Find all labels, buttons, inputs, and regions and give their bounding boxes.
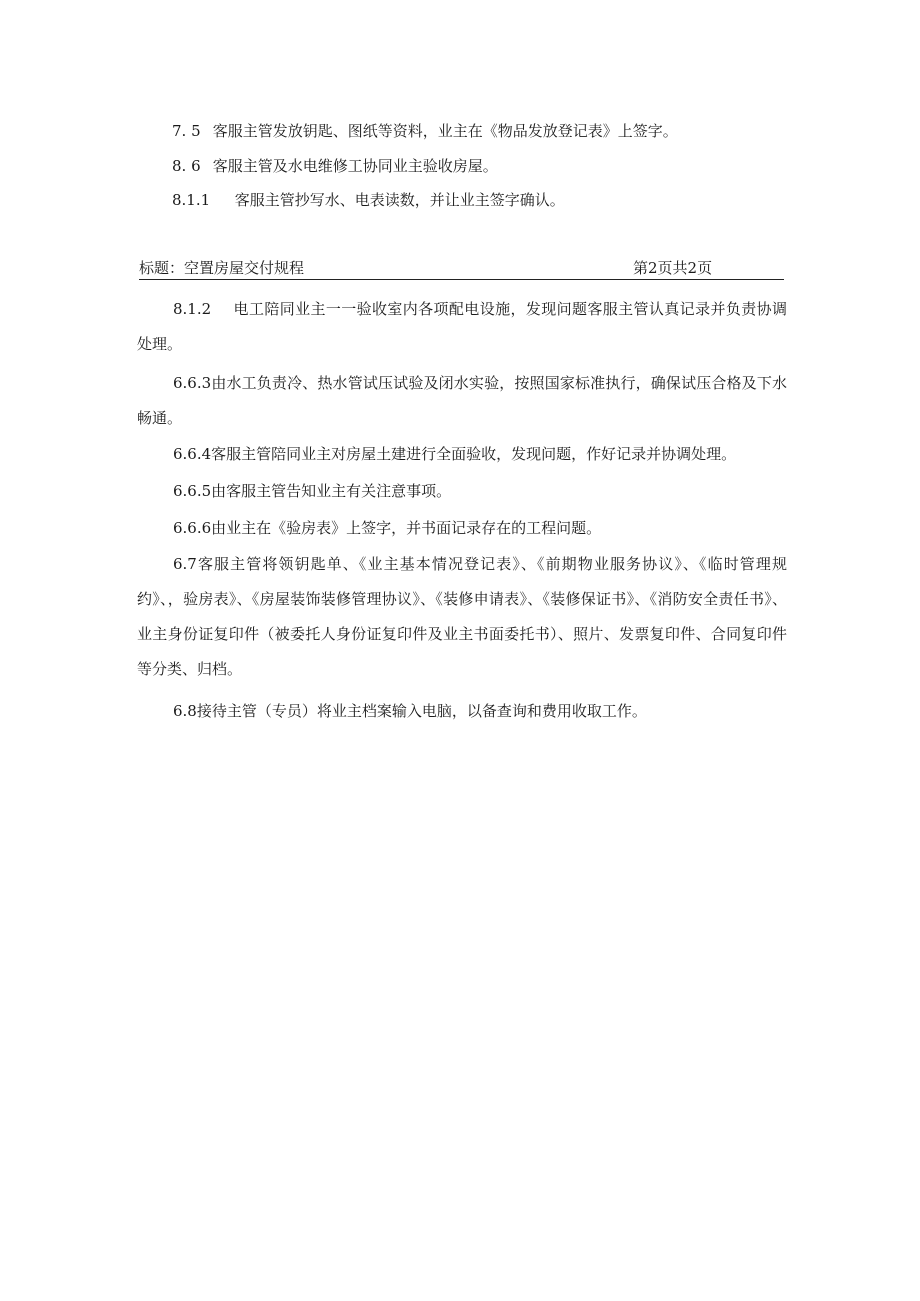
paragraph-8-1-2 [137,292,787,362]
paragraph-number: 6.6.5 [173,482,212,500]
paragraph-number: 6.7 [173,555,197,573]
paragraph-6-6-5 [137,474,787,509]
paragraph-number: 6.6.4 [173,445,212,463]
item-number: 8. 6 [172,157,201,175]
page-number: 第2页共2页 [633,259,713,277]
paragraph-6-7 [137,547,787,687]
paragraph-text: 电工陪同业主一一验收室内各项配电设施，发现问题客服主管认真记录并负责协调处理。 [137,300,787,353]
item-number: 7. 5 [172,122,201,140]
item-text: 客服主管发放钥匙、图纸等资料，业主在《物品发放登记表》上签字。 [212,122,678,140]
item-7-5 [172,121,678,141]
item-8-6 [172,156,498,176]
paragraph-6-6-3 [137,366,787,436]
paragraph-text: 由业主在《验房表》上签字，并书面记录存在的工程问题。 [211,519,602,537]
paragraph-6-8 [137,694,787,729]
paragraph-text: 由客服主管告知业主有关注意事项。 [211,482,452,500]
paragraph-text: 客服主管将领钥匙单、《业主基本情况登记表》、《前期物业服务协议》、《临时管理规约》、，验房表》、《房屋装饰装修管理协议》、《装修申请表》、《装修保证书》、《消防安全责任书》、业主身份证复印件（被委托人身份证复印件及业主书面委托书）、照片、发票复印件、合同复印件等分类、归档。 [137,555,787,678]
item-text: 客服主管及水电维修工协同业主验收房屋。 [212,157,498,175]
item-number: 8.1.1 [172,191,211,209]
document-title: 标题：空置房屋交付规程 [139,259,305,277]
paragraph-number: 6.8 [173,702,197,720]
paragraph-text: 接待主管（专员）将业主档案输入电脑，以备查询和费用收取工作。 [196,702,647,720]
paragraph-text: 客服主管陪同业主对房屋土建进行全面验收，发现问题，作好记录并协调处理。 [211,445,737,463]
paragraph-number: 6.6.3 [173,374,212,392]
paragraph-6-6-4 [137,437,787,472]
item-8-1-1 [172,190,565,210]
item-text: 客服主管抄写水、电表读数，并让业主签字确认。 [234,191,565,209]
paragraph-number: 8.1.2 [173,300,212,318]
page-header [139,259,784,280]
paragraph-text: 由水工负责冷、热水管试压试验及闭水实验，按照国家标准执行，确保试压合格及下水畅通。 [137,374,787,427]
paragraph-6-6-6 [137,511,787,546]
paragraph-number: 6.6.6 [173,519,212,537]
